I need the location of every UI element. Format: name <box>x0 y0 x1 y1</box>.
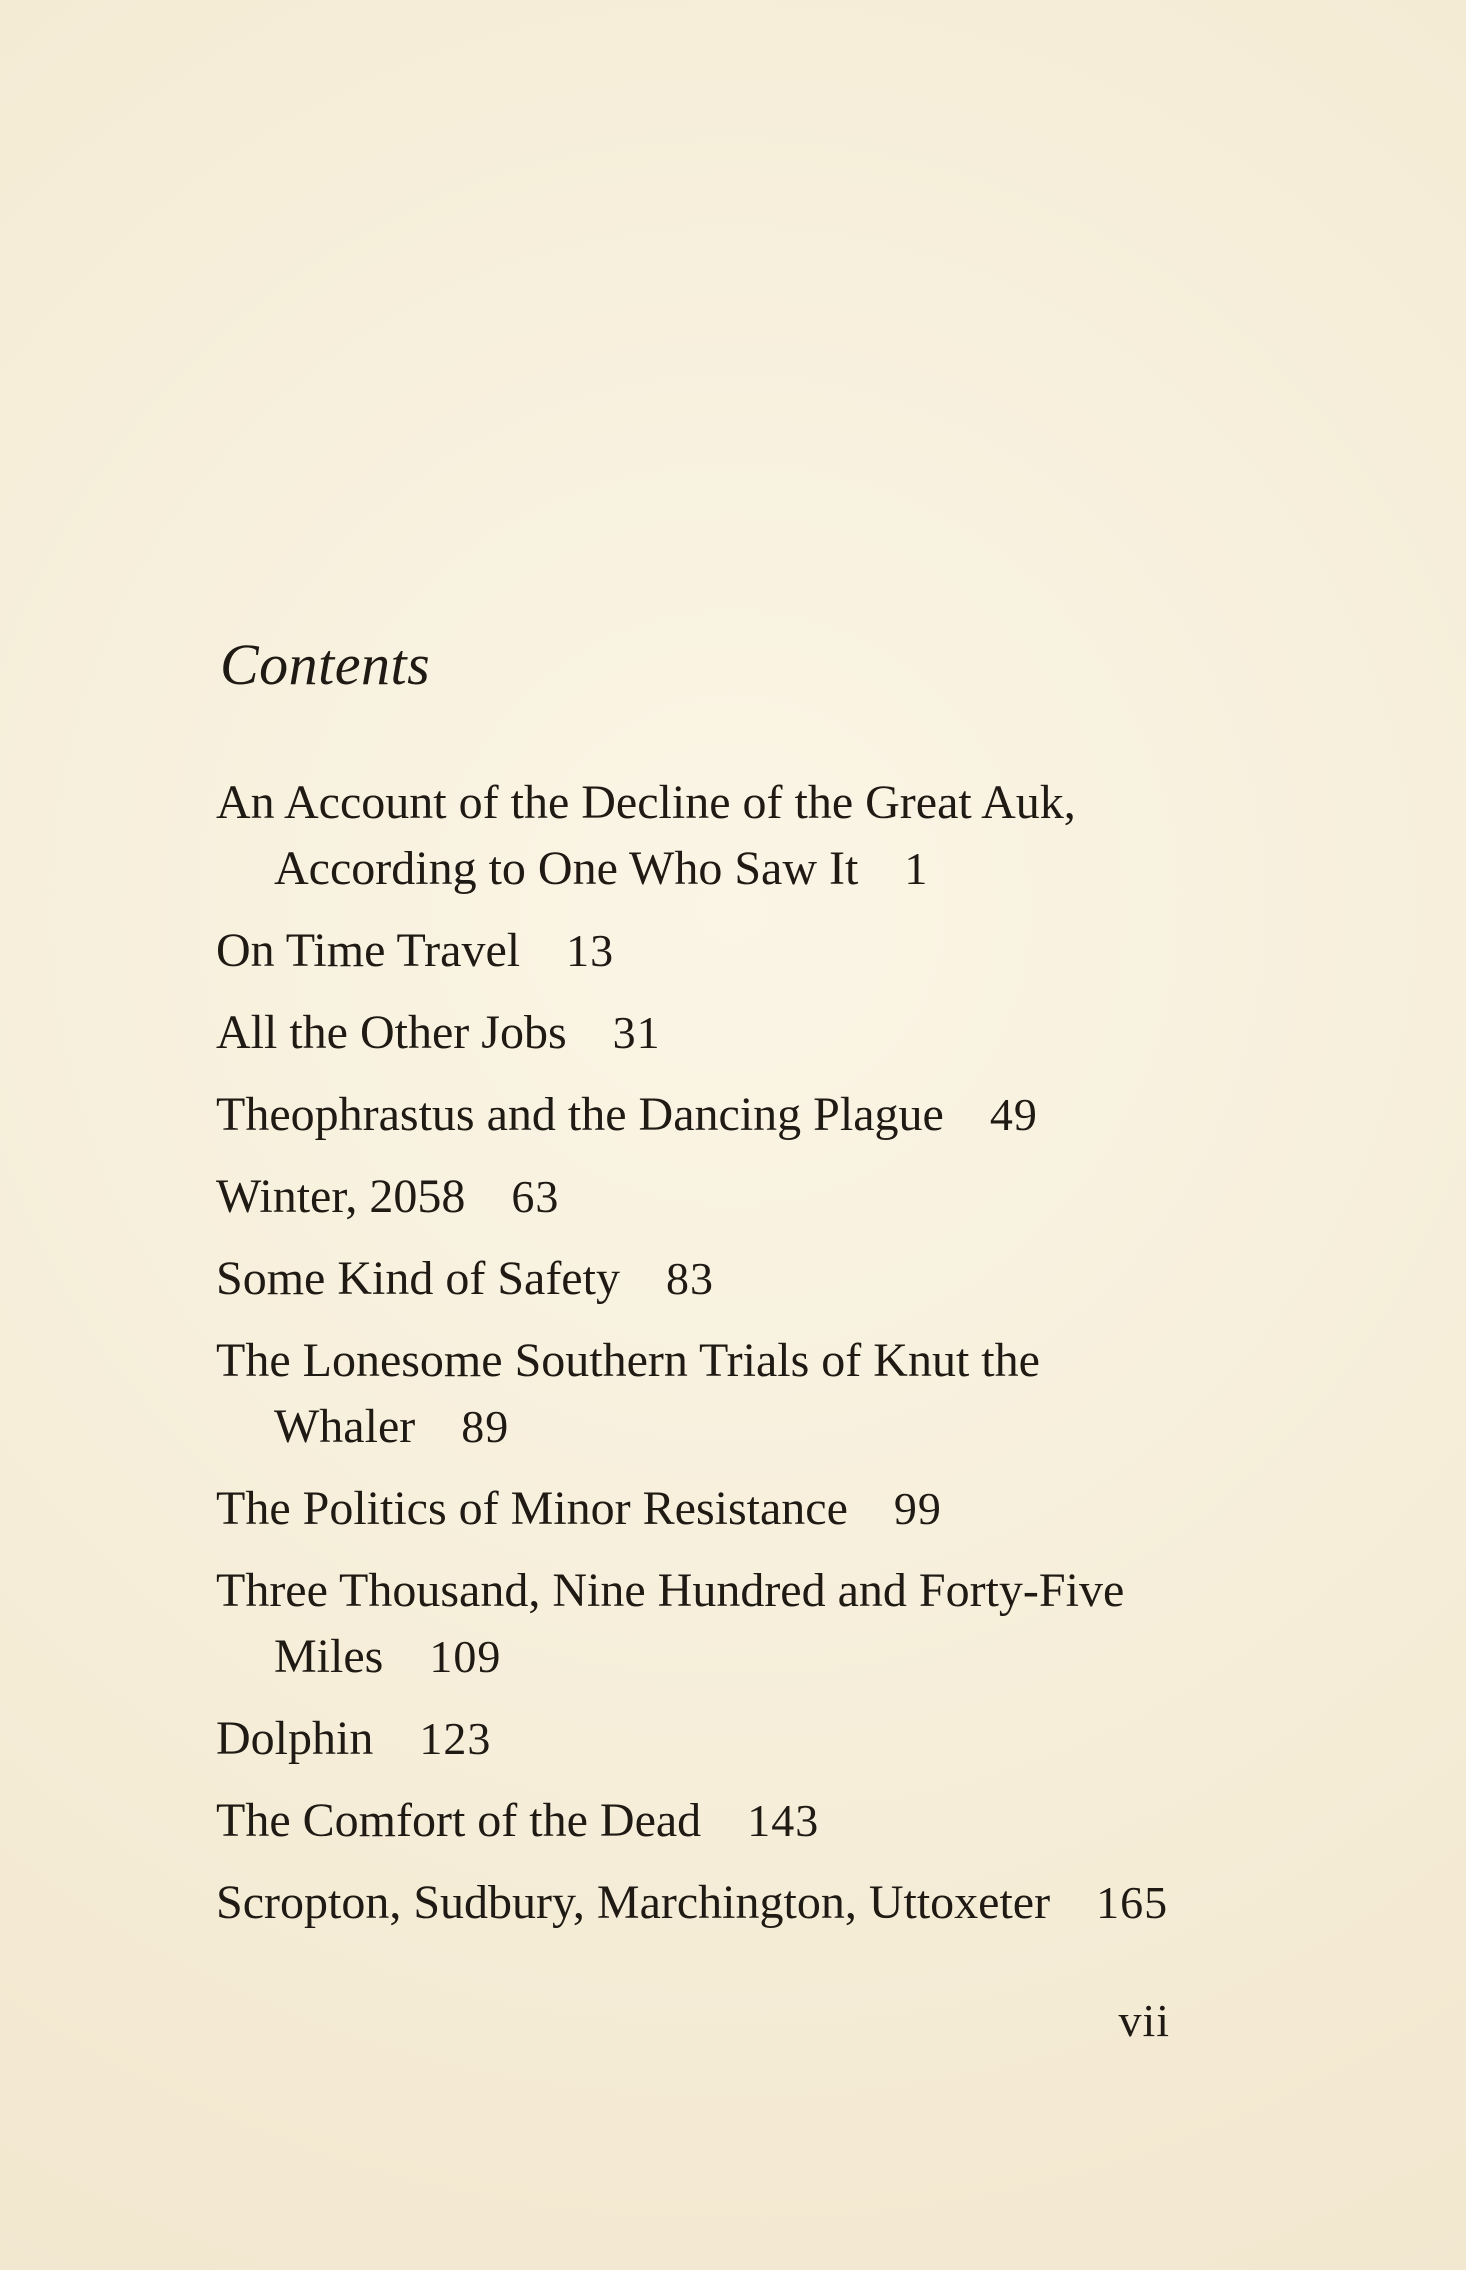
toc-entry-page: 1 <box>904 843 929 894</box>
toc-entry-title: The Politics of Minor Resistance <box>216 1482 848 1535</box>
toc-entry-page: 143 <box>747 1795 820 1846</box>
toc-entry-page: 31 <box>612 1007 661 1058</box>
toc-entry-title: Winter, 2058 <box>216 1170 466 1223</box>
table-of-contents <box>216 770 1276 1952</box>
toc-entry <box>216 1870 1276 1936</box>
toc-entry-title: The Comfort of the Dead <box>216 1794 702 1847</box>
toc-entry <box>216 918 1276 984</box>
toc-entry-page: 49 <box>989 1089 1038 1140</box>
toc-entry-title: Some Kind of Safety <box>216 1252 620 1305</box>
toc-entry-title: Three Thousand, Nine Hundred and Forty-Five Miles <box>216 1564 1125 1683</box>
toc-entry-title: Scropton, Sudbury, Marchington, Uttoxeter <box>216 1876 1051 1929</box>
toc-entry-title: Dolphin <box>216 1712 374 1765</box>
toc-entry-page: 63 <box>511 1171 560 1222</box>
toc-entry <box>216 1788 1276 1854</box>
toc-entry-page: 89 <box>461 1401 510 1452</box>
toc-entry <box>216 1000 1276 1066</box>
toc-entry-title: On Time Travel <box>216 924 521 977</box>
toc-entry-title: The Lonesome Southern Trials of Knut the Whaler <box>216 1334 1040 1453</box>
toc-entry-title: Theophrastus and the Dancing Plague <box>216 1088 944 1141</box>
toc-entry <box>216 1476 1276 1542</box>
toc-entry-title: All the Other Jobs <box>216 1006 567 1059</box>
toc-entry <box>216 1164 1276 1230</box>
toc-entry <box>216 1558 1276 1690</box>
toc-entry <box>216 1328 1276 1460</box>
toc-entry <box>216 1082 1276 1148</box>
toc-entry-page: 13 <box>566 925 615 976</box>
toc-entry <box>216 1706 1276 1772</box>
toc-entry <box>216 1246 1276 1312</box>
toc-entry-page: 99 <box>893 1483 942 1534</box>
toc-entry <box>216 770 1276 902</box>
toc-entry-title: An Account of the Decline of the Great Auk, According to One Who Saw It <box>216 776 1076 895</box>
page-title: Contents <box>220 632 431 697</box>
toc-entry-page: 83 <box>665 1253 714 1304</box>
toc-entry-page: 123 <box>419 1713 492 1764</box>
page-number: vii <box>1118 1995 1170 2046</box>
toc-entry-page: 165 <box>1096 1877 1169 1928</box>
toc-entry-page: 109 <box>429 1631 502 1682</box>
